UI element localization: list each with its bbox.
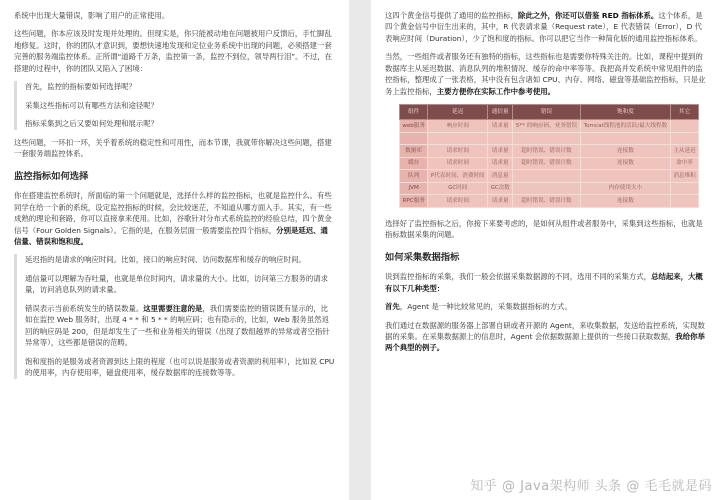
table-cell: [513, 182, 581, 195]
table-cell: 请求量: [488, 157, 513, 170]
table-cell: 主从延迟: [671, 145, 699, 158]
table-row: [400, 157, 699, 170]
agent-detail: 我们通过在数据源的服务器上部署自研或者开源的 Agent，来收集数据，发送给监控系统，实现数据的采集。在采集数据源上的信息时，Agent 会依据数据源上提供的一些接口获取数据，: [385, 320, 705, 341]
table-cell: 数据库: [400, 145, 428, 158]
table-cell: 5** 的响应码，业务错误: [513, 120, 581, 133]
table-cell: Tomcat线程池的活跃/最大线程数: [580, 120, 670, 133]
table-cell: [428, 132, 488, 145]
right-paragraph-4: [385, 271, 706, 294]
errors-note: 这里需要注意的是: [143, 303, 203, 313]
left-paragraph-0: 系统中出现大量错误，影响了用户的正常使用。: [14, 11, 170, 20]
left-paragraph-1: 这些问题，你本应该及时发现并处理的。但现实是，你只能被动地在问题被用户反馈后，手忙脚乱地修复。这时，你的团队才意识到，要想快速地发现和定位业务系统中出现的问题，必须搭建一套完善的服务端监控体系。正所谓“道路千万条，监控第一条，监控不到位，领导两行泪”。不过，在搭建的过程中，你的团队又陷入了困境：: [14, 29, 333, 73]
question-2: 采集这些指标可以有哪些方法和途径呢？: [25, 100, 159, 110]
golden-signals-bold: 分别是延迟、通信量、错误和饱和度。: [14, 225, 328, 246]
table-cell: 命中率: [671, 157, 699, 170]
table-cell: 请求量: [488, 120, 513, 133]
collection-bold: 总结起来，大概有以下几种类型：: [385, 272, 703, 293]
metrics-table: [399, 104, 699, 208]
saturation-text: 饱和度指的是服务或者资源到达上限的程度（也可以说是服务或者资源的利用率），比如说 CPU 的使用率，内存使用率，磁盘使用率，缓存数据库的连接数等等。: [25, 356, 335, 378]
table-header-cell: 组件: [400, 105, 428, 120]
traffic-text: 通信量可以理解为吞吐量，也就是单位时间内，请求量的大小。比如，访问第三方服务的请求量，访问消息队列的请求量。: [25, 273, 329, 295]
table-cell: 消息量: [488, 170, 513, 183]
table-cell: 缓存: [400, 157, 428, 170]
table-cell: web服务: [400, 120, 428, 133]
right-paragraph-5: [385, 301, 706, 312]
table-cell: 请求量: [488, 195, 513, 208]
table-header-cell: 其它: [671, 105, 699, 120]
section-heading-metrics: 监控指标如何选择: [14, 170, 89, 182]
left-page: [0, 0, 349, 500]
agent-examples-bold: 我给你举两个典型的例子。: [385, 332, 705, 353]
table-header-row: [400, 105, 699, 120]
metrics-table-image: [399, 104, 699, 208]
table-cell: RPC服务: [400, 195, 428, 208]
section-heading-collection: 如何采集数据指标: [385, 251, 460, 263]
table-cell: GC时间: [428, 182, 488, 195]
signals-list: [14, 254, 335, 378]
golden-signals-text: 你在搭建监控系统时，所面临的第一个问题就是，选择什么样的监控指标，也就是监控什么。有些同学在给一个新的系统，设定监控指标的时候，会比较迷茫，不知道从哪方面入手。其实，有一些成熟的理论和套路，你可以直接拿来使用。比如，谷歌针对分布式系统监控的经验总结，四个黄金信号（Four Golden Signals）。它指的是，在服务层面一般需要监控四个指标，: [14, 191, 332, 235]
table-cell: [513, 132, 581, 145]
table-cell: 请求时间: [428, 195, 488, 208]
first-label: 首先: [385, 302, 400, 312]
table-cell: 请求时间: [428, 157, 488, 170]
table-cell: GC次数: [488, 182, 513, 195]
table-header-cell: 饱和度: [580, 105, 670, 120]
table-cell: JVM: [400, 182, 428, 195]
table-cell: 超时错误、错误计数: [513, 157, 581, 170]
errors-detail: ，我们需要监控的错误既有显示的，比如在监控 Web 服务时，出现 4 * * 和 5 * * 的响应码；也有隐示的，比如，Web 服务虽然返回的响应码是 200，但是却发生了一些和业务相关的错误（出现了数组越界的异常或者空指针异常等），这些都是错误的范畴。: [25, 303, 330, 348]
table-cell: 请求量: [488, 145, 513, 158]
table-cell: [513, 170, 581, 183]
table-cell: 连接数: [580, 157, 670, 170]
table-row: [400, 170, 699, 183]
watermark: 知乎 @ Java架构师 头条 @ 毛毛就是码: [470, 479, 712, 494]
table-row: [400, 132, 699, 145]
right-paragraph-2: [385, 51, 706, 97]
table-cell: 内存使用大小: [580, 182, 670, 195]
right-paragraph-6: [385, 320, 706, 354]
table-cell: [671, 195, 699, 208]
right-page: [371, 0, 720, 500]
component-metrics-text: 当然，一些组件或者服务还有独特的指标，这些指标也是需要你特殊关注的。比如，课程中提到的数据库主从延迟数据、消息队列的堆积情况、缓存的命中率等等。我把高并发系统中常见组件的监控指标，整理成了一张表格，其中没有包含诸如 CPU、内存、网络、磁盘等基础监控指标，只是业务上监控指标，: [385, 52, 706, 96]
table-cell: [671, 182, 699, 195]
table-header-cell: 延迟: [428, 105, 488, 120]
table-row: [400, 195, 699, 208]
table-row: [400, 120, 699, 133]
component-metrics-bold: 主要方便你在实际工作中参考使用。: [436, 86, 556, 96]
red-intro: 这四个黄金信号提供了通用的监控指标，: [385, 11, 519, 20]
table-cell: P代表时间、消费时间: [428, 170, 488, 183]
agent-text: ，Agent 是一种比较常见的，采集数据指标的方式。: [399, 302, 572, 312]
left-question-list: [14, 81, 335, 129]
right-paragraph-3: 选择好了监控指标之后，你接下来要考虑的，是如何从组件或者服务中，采集到这些指标，也就是指标数据采集的问题。: [385, 218, 703, 240]
table-header-cell: 通信量: [488, 105, 513, 120]
table-row: [400, 145, 699, 158]
table-cell: 队列: [400, 170, 428, 183]
table-cell: [400, 132, 428, 145]
table-cell: [488, 132, 513, 145]
table-cell: 连接数: [580, 195, 670, 208]
errors-text: [25, 303, 335, 349]
errors-intro: 错误表示当前系统发生的错误数量。: [25, 303, 144, 313]
table-cell: 连接数: [580, 145, 670, 158]
left-paragraph-2: 这些问题，一环扣一环，关乎着系统的稳定性和可用性，而本节课，我就带你解决这些问题，搭建一套服务端监控体系。: [14, 137, 332, 159]
table-cell: [671, 120, 699, 133]
red-detail: 这个体系，是四个黄金信号中衍生出来的，其中，R 代表请求量（Request rate），E 代表错误（Error），D 代表响应时间（Duration），少了饱和度的指标。你可以把它当作一种简化版的通用监控指标体系。: [385, 11, 703, 43]
table-cell: [671, 132, 699, 145]
collection-intro: 说到监控指标的采集，我们一般会依据采集数据源的不同，选用不同的采集方式，: [385, 272, 652, 282]
table-cell: 消息堆积: [671, 170, 699, 183]
question-1: 首先，监控的指标要如何选择呢？: [25, 82, 136, 92]
table-header-cell: 错误: [513, 105, 581, 120]
table-cell: [580, 132, 670, 145]
left-paragraph-3: [14, 190, 335, 247]
table-cell: 请求时间: [428, 145, 488, 158]
right-paragraph-1: [385, 10, 706, 44]
table-cell: 响应时间: [428, 120, 488, 133]
table-cell: 超时错误、错误计数: [513, 195, 581, 208]
latency-text: 延迟指的是请求的响应时间。比如，接口的响应时间、访问数据库和缓存的响应时间。: [25, 255, 306, 265]
table-cell: [580, 170, 670, 183]
table-cell: 超时错误、错误计数: [513, 145, 581, 158]
red-bold: 除此之外，你还可以借鉴 RED 指标体系。: [518, 11, 659, 20]
question-3: 指标采集到之后又要如何处理和展示呢？: [25, 119, 159, 129]
table-row: [400, 182, 699, 195]
